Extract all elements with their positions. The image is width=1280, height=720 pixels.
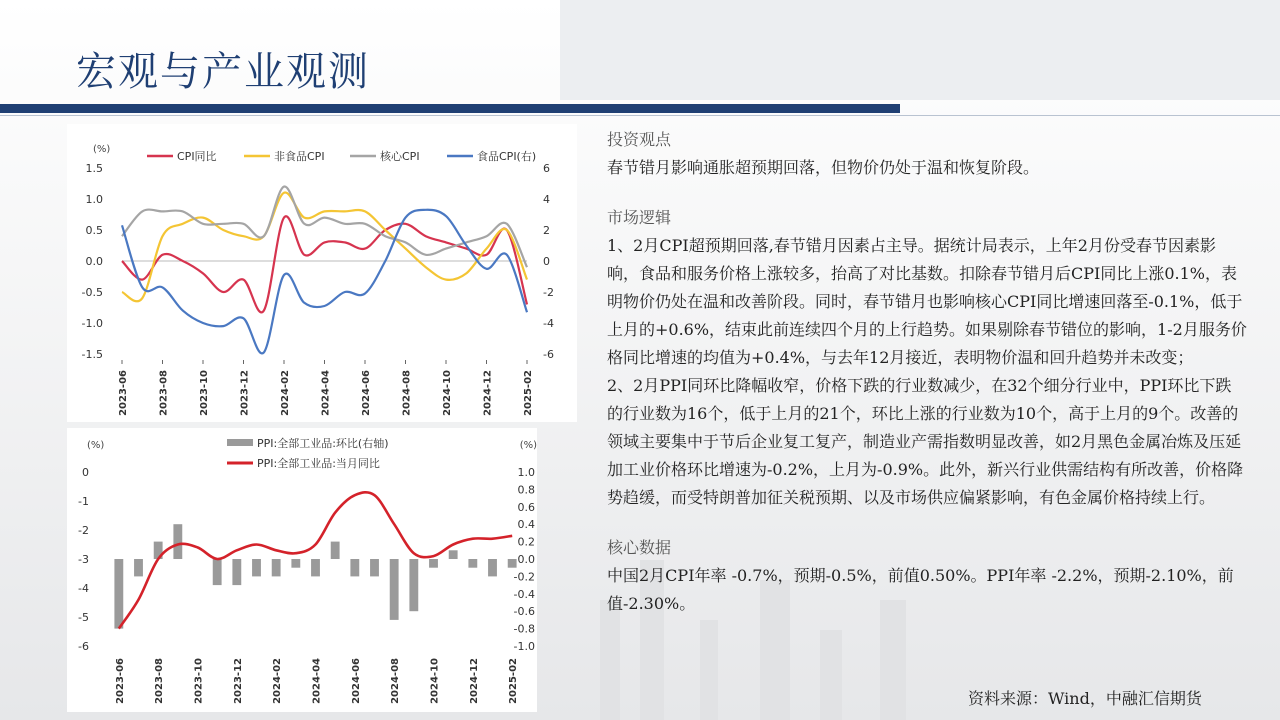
source-note: 资料来源：Wind，中融汇信期货 — [968, 689, 1202, 708]
section-heading: 投资观点 — [607, 130, 672, 149]
ppi-y-tick-right: 0.0 — [517, 553, 535, 566]
cpi-series-line — [122, 216, 527, 312]
ppi-mom-bar — [449, 550, 458, 559]
cpi-y-tick-right: 4 — [543, 193, 550, 206]
ppi-y-tick-right: 0.8 — [517, 483, 535, 497]
ppi-chart — [67, 428, 537, 712]
cpi-legend-label: 核心CPI — [380, 150, 420, 163]
cpi-chart — [67, 124, 577, 422]
cpi-y-tick-right: 6 — [543, 162, 550, 175]
cpi-x-tick-label: 2024-06 — [361, 370, 372, 416]
ppi-x-tick-label: 2024-08 — [390, 658, 402, 704]
ppi-right-unit: (%) — [519, 440, 537, 451]
ppi-x-tick-label: 2023-06 — [114, 658, 126, 704]
section-heading: 市场逻辑 — [607, 208, 672, 227]
ppi-mom-bar — [429, 559, 438, 568]
section-paragraph: 2、2月PPI同环比降幅收窄，价格下跌的行业数减少，在32个细分行业中，PPI环比下跌的行业数为16个，低于上月的21个，环比上涨的行业数为10个，高于上月的9个。改善的领域主要集中于节后企业复工复产，制造业产需指数明显改善，如2月黑色金属冶炼及压延加工业价格环比增速为-0.2%，上月为-0.9%。此外，新兴行业供需结构有所改善，价格降势趋缓，而受特朗普加征关税预期、以及市场供应偏紧影响，有色金属价格持续上行。 — [607, 376, 1244, 507]
cpi-y-tick-left: 1.5 — [85, 162, 103, 175]
ppi-y-tick-left: 0 — [82, 466, 89, 479]
ppi-mom-bar — [291, 559, 300, 568]
page-title: 宏观与产业观测 — [76, 49, 370, 95]
cpi-y-tick-left: -0.5 — [81, 286, 103, 299]
cpi-left-unit: (%) — [93, 144, 111, 155]
ppi-y-tick-left: -6 — [78, 640, 89, 653]
ppi-mom-bar — [508, 559, 517, 568]
section-heading: 核心数据 — [607, 538, 672, 557]
ppi-x-tick-label: 2024-02 — [272, 658, 284, 704]
ppi-y-tick-right: -0.8 — [513, 622, 535, 636]
cpi-y-tick-left: -1.0 — [81, 317, 103, 330]
ppi-left-unit: (%) — [87, 440, 105, 451]
ppi-x-tick-label: 2023-08 — [154, 658, 166, 704]
section-paragraph: 春节错月影响通胀超预期回落，但物价仍处于温和恢复阶段。 — [607, 158, 1040, 177]
cpi-x-tick-label: 2024-10 — [442, 370, 453, 416]
cpi-x-tick-label: 2025-02 — [523, 370, 534, 416]
ppi-legend-swatch — [227, 439, 253, 446]
cpi-legend-label: 食品CPI(右) — [477, 150, 537, 163]
title-underline — [0, 104, 900, 113]
ppi-x-tick-label: 2024-12 — [468, 658, 480, 704]
section-paragraph: 1、2月CPI超预期回落,春节错月因素占主导。据统计局表示，上年2月份受春节因素影响，食品和服务价格上涨较多，抬高了对比基数。扣除春节错月后CPI同比上涨0.1%，表明物价仍处在温和改善阶段。同时，春节错月也影响核心CPI同比增速回落至-0.1%，低于上月的+0.6%，结束此前连续四个月的上行趋势。如果剔除春节错位的影响，1-2月服务价格同比增速的均值为+0.4%，与去年12月接近，表明物价温和回升趋势并未改变； — [607, 236, 1247, 367]
ppi-y-tick-left: -2 — [78, 524, 89, 537]
ppi-y-tick-left: -1 — [78, 495, 89, 508]
cpi-x-tick-label: 2024-08 — [401, 370, 413, 416]
ppi-mom-bar — [311, 559, 320, 576]
ppi-x-tick-label: 2023-12 — [232, 658, 244, 704]
cpi-y-tick-right: -6 — [543, 348, 554, 361]
cpi-y-tick-left: -1.5 — [81, 348, 103, 361]
cpi-x-tick-label: 2024-02 — [280, 370, 291, 416]
cpi-legend-label: CPI同比 — [177, 150, 217, 163]
cpi-chart-panel — [67, 124, 577, 422]
cpi-x-tick-label: 2024-04 — [320, 370, 332, 416]
ppi-mom-bar — [488, 559, 497, 576]
cpi-y-tick-right: 0 — [543, 255, 550, 268]
ppi-y-tick-right: 1.0 — [517, 466, 535, 479]
cpi-x-tick-label: 2023-10 — [199, 370, 210, 416]
ppi-mom-bar — [468, 559, 477, 568]
ppi-x-tick-label: 2024-10 — [429, 658, 441, 704]
ppi-mom-bar — [409, 559, 418, 611]
cpi-x-tick-label: 2024-12 — [482, 370, 494, 416]
ppi-x-tick-label: 2025-02 — [508, 658, 520, 704]
ppi-mom-bar — [272, 559, 281, 576]
ppi-mom-bar — [213, 559, 222, 585]
cpi-y-tick-right: 2 — [543, 224, 550, 237]
ppi-y-tick-right: 0.4 — [517, 518, 535, 532]
ppi-y-tick-right: -0.6 — [513, 605, 535, 619]
cpi-legend-label: 非食品CPI — [274, 150, 325, 163]
ppi-mom-bar — [370, 559, 379, 576]
cpi-series-line — [122, 210, 527, 354]
ppi-legend-label: PPI:全部工业品:环比(右轴) — [257, 437, 389, 450]
section-market-logic — [607, 204, 1247, 512]
ppi-x-tick-label: 2024-06 — [350, 658, 362, 704]
ppi-y-tick-left: -3 — [78, 553, 89, 566]
ppi-y-tick-right: -1.0 — [513, 640, 535, 653]
cpi-y-tick-left: 0.5 — [85, 224, 103, 237]
cpi-x-tick-label: 2023-06 — [118, 370, 129, 416]
section-investment-view — [607, 126, 1247, 182]
section-paragraph: 中国2月CPI年率 -0.7%，预期-0.5%，前值0.50%。PPI年率 -2.2%，预期-2.10%，前值-2.30%。 — [607, 566, 1234, 613]
ppi-y-tick-left: -5 — [78, 611, 89, 624]
ppi-mom-bar — [232, 559, 241, 585]
ppi-mom-bar — [252, 559, 261, 576]
ppi-mom-bar — [173, 524, 182, 559]
ppi-legend-label: PPI:全部工业品:当月同比 — [257, 457, 380, 470]
ppi-y-tick-right: 0.2 — [517, 535, 535, 549]
ppi-y-tick-right: -0.2 — [513, 570, 535, 584]
title-rule — [0, 115, 1280, 116]
ppi-mom-bar — [390, 559, 399, 620]
cpi-y-tick-right: -4 — [543, 317, 554, 330]
cpi-x-tick-label: 2023-12 — [239, 370, 251, 416]
commentary-panel — [607, 126, 1247, 618]
cpi-x-tick-label: 2023-08 — [158, 370, 170, 416]
cpi-y-tick-left: 0.0 — [85, 255, 103, 268]
ppi-y-tick-left: -4 — [78, 582, 89, 595]
ppi-x-tick-label: 2023-10 — [193, 658, 205, 704]
cpi-y-tick-left: 1.0 — [85, 193, 103, 206]
cpi-series-line — [122, 187, 527, 268]
ppi-y-tick-right: -0.4 — [513, 587, 535, 601]
ppi-y-tick-right: 0.6 — [517, 500, 535, 514]
ppi-chart-panel — [67, 428, 537, 712]
ppi-mom-bar — [134, 559, 143, 576]
cpi-y-tick-right: -2 — [543, 286, 554, 299]
section-core-data — [607, 534, 1247, 618]
ppi-mom-bar — [114, 559, 123, 629]
ppi-mom-bar — [350, 559, 359, 576]
ppi-x-tick-label: 2024-04 — [311, 658, 323, 704]
ppi-mom-bar — [331, 542, 340, 559]
